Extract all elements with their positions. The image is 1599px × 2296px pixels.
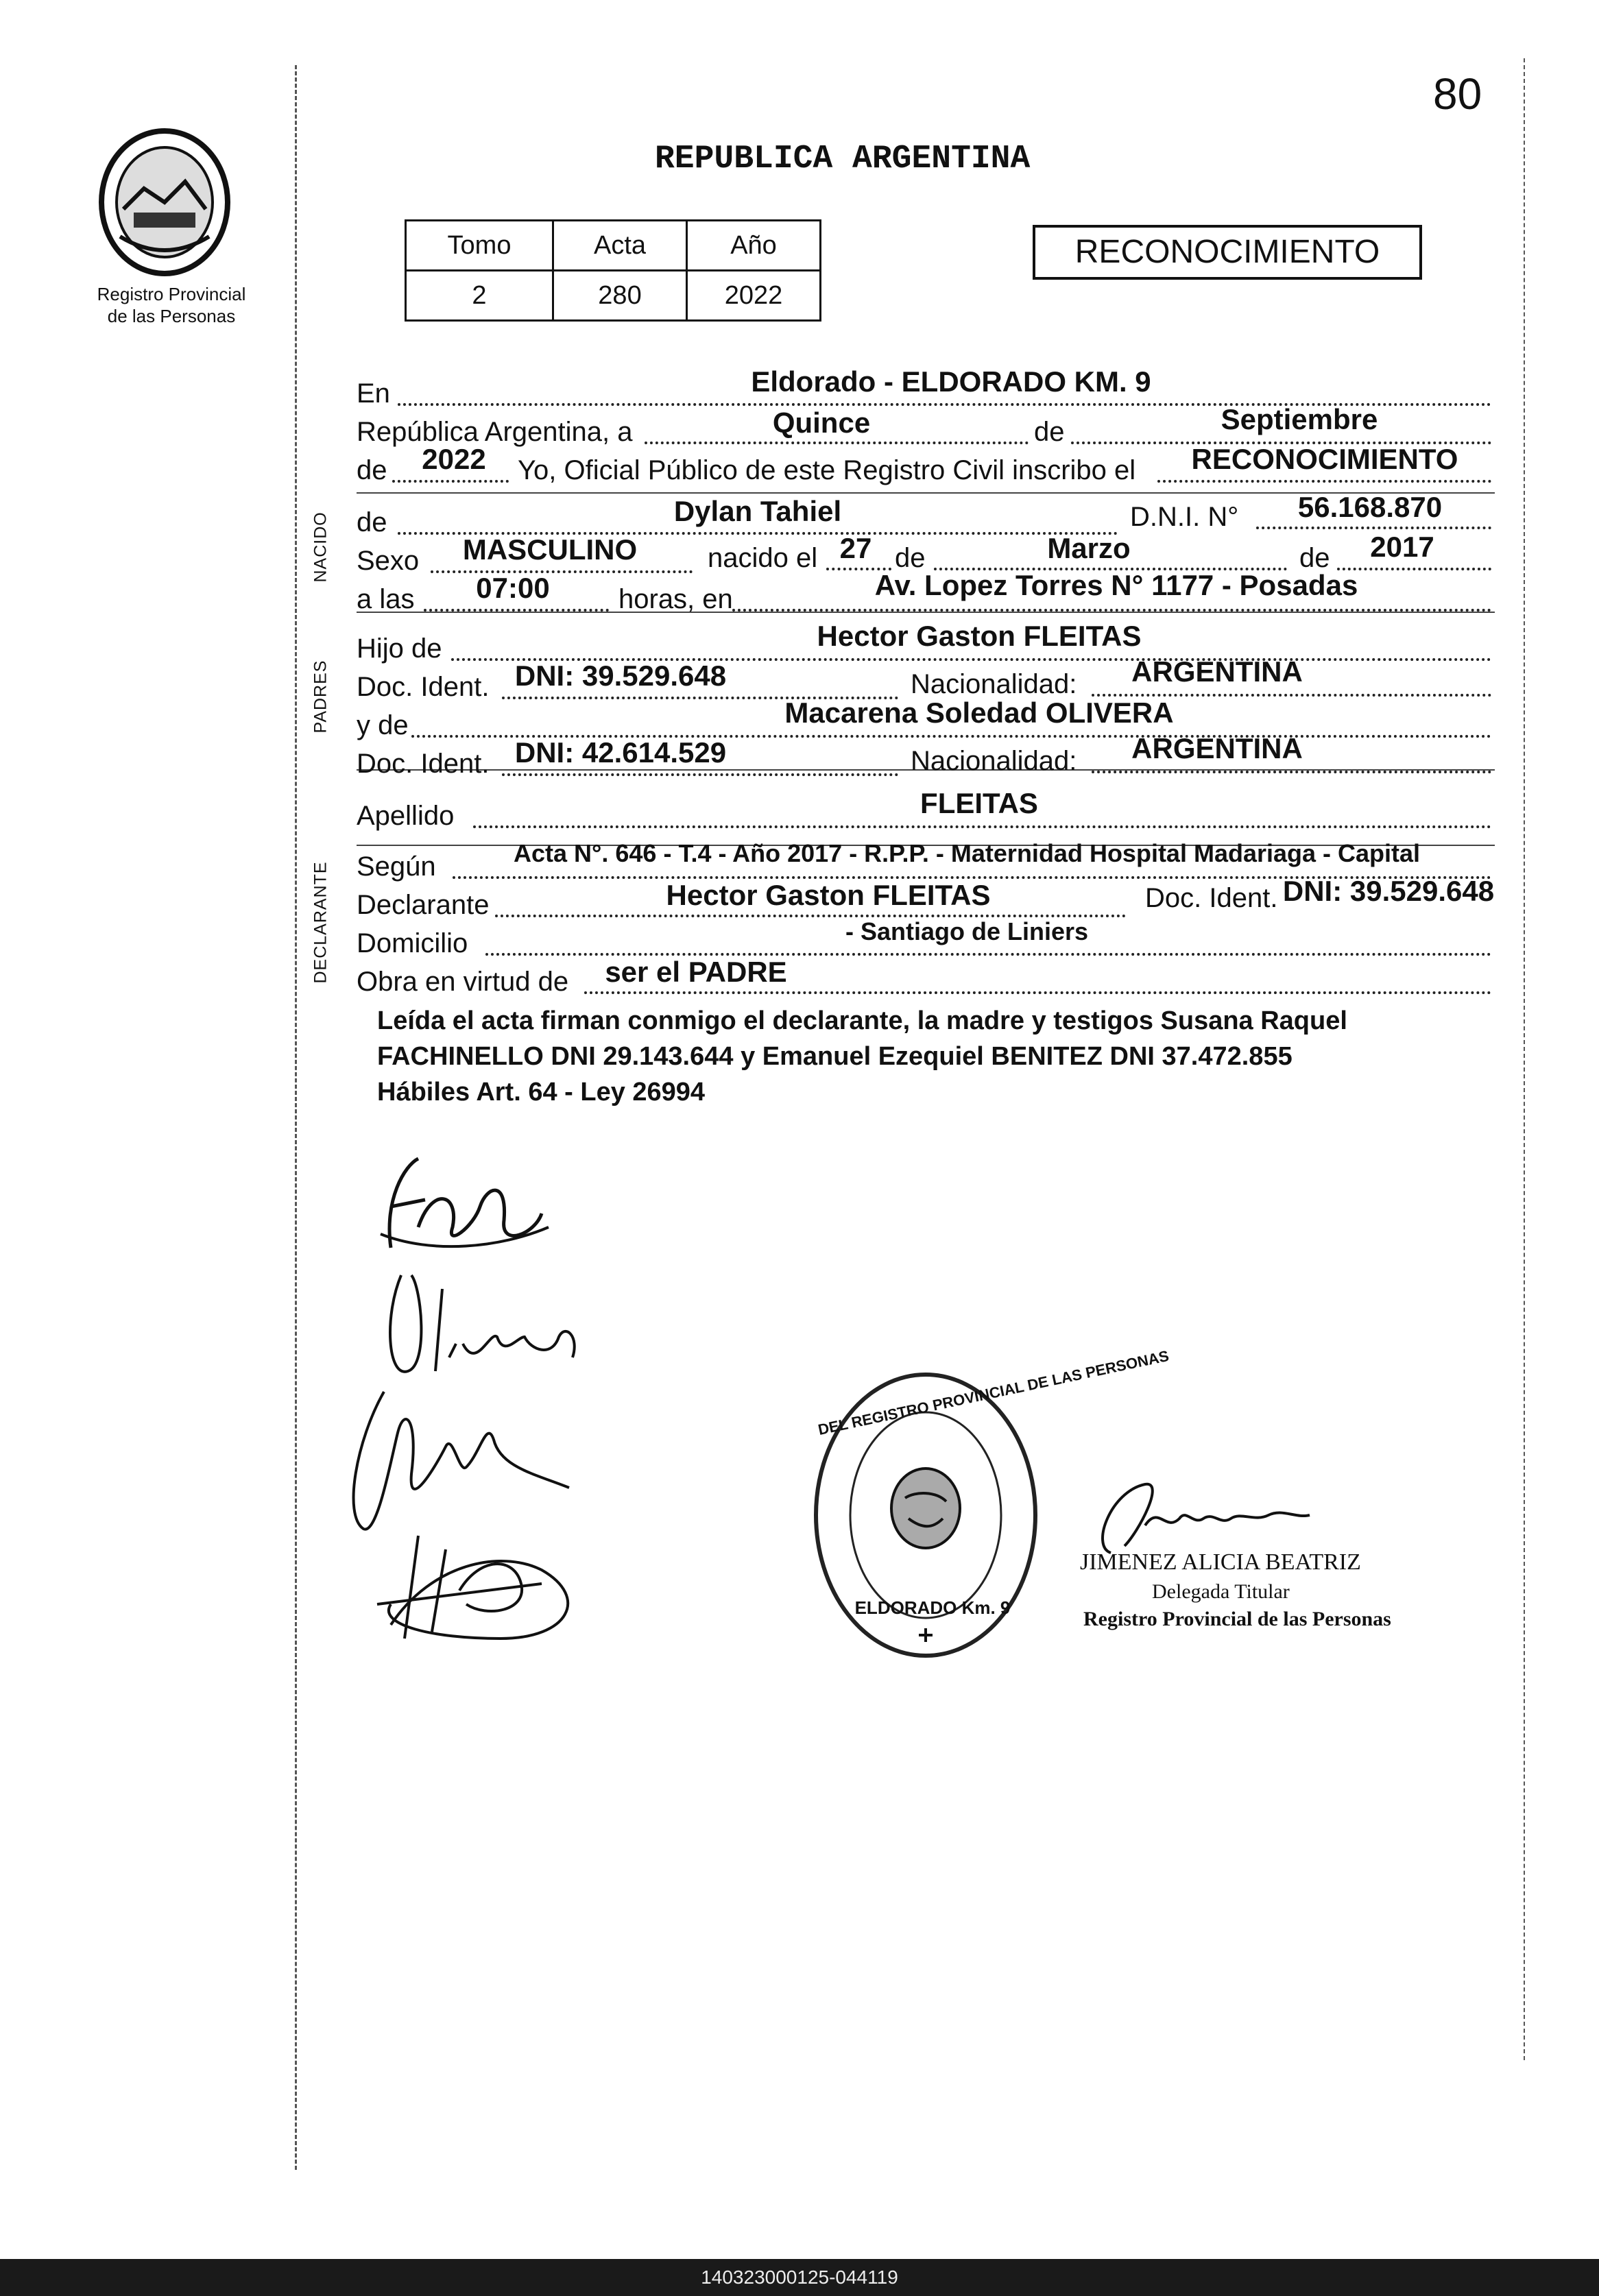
value-segun: Acta N°. 646 - T.4 - Año 2017 - R.P.P. - Maternidad Hospital Madariaga - Capital (513, 839, 1421, 867)
label-republica: República Argentina, a (357, 417, 633, 447)
label-dni: D.N.I. N° (1130, 502, 1239, 532)
logo-caption-line1: Registro Provincial (97, 284, 246, 304)
record-table (405, 219, 821, 322)
signature-declarante (377, 1145, 555, 1265)
value-madre-nac: ARGENTINA (1131, 732, 1303, 764)
official-office: Registro Provincial de las Personas (1083, 1608, 1391, 1630)
side-label-padres: PADRES (311, 660, 330, 734)
stamp-lower-text: ELDORADO Km. 9 (854, 1597, 1011, 1618)
value-apellido: FLEITAS (920, 787, 1038, 819)
value-declarante: Hector Gaston FLEITAS (666, 879, 991, 911)
header-tomo: Tomo (406, 221, 553, 271)
value-domicilio: - Santiago de Liniers (845, 917, 1089, 945)
label-nacionalidad-2: Nacionalidad: (911, 746, 1077, 776)
signature-madre (381, 1261, 586, 1388)
stamp-ring-text: DEL REGISTRO PROVINCIAL DE LAS PERSONAS (816, 1346, 1170, 1439)
label-obra: Obra en virtud de (357, 967, 569, 997)
side-label-declarante: DECLARANTE (311, 861, 330, 984)
label-de-ano: de (357, 455, 387, 485)
label-segun: Según (357, 851, 436, 882)
label-a-las: a las (357, 584, 415, 614)
value-dni: 56.168.870 (1297, 491, 1443, 523)
official-title: Delegada Titular (1152, 1580, 1290, 1603)
right-margin-line (1524, 58, 1525, 2060)
label-nacido-el: nacido el (708, 543, 818, 573)
label-de-nombre: de (357, 507, 387, 537)
logo-caption-line2: de las Personas (107, 306, 236, 326)
header-acta: Acta (553, 221, 687, 271)
footer-code-bar: 140323000125-044119 (0, 2259, 1599, 2296)
label-de-mes2: de (895, 543, 926, 573)
value-padre: Hector Gaston FLEITAS (817, 620, 1142, 652)
value-acta: 280 (553, 271, 687, 321)
side-label-nacido: NACIDO (311, 511, 330, 583)
value-declarante-doc: DNI: 39.529.648 (1282, 875, 1495, 907)
label-de-mes: de (1034, 417, 1065, 447)
value-obra: ser el PADRE (605, 956, 787, 988)
value-padre-nac: ARGENTINA (1131, 655, 1303, 688)
label-yo-oficial: Yo, Oficial Público de este Registro Civil inscribo el (518, 455, 1136, 485)
value-tipo: RECONOCIMIENTO (1191, 443, 1458, 475)
value-lugar: Eldorado - ELDORADO KM. 9 (751, 365, 1151, 398)
value-madre: Macarena Soledad OLIVERA (784, 697, 1174, 729)
value-madre-doc: DNI: 42.614.529 (514, 736, 727, 769)
closing-text-line1: Leída el acta firman conmigo el declarante, la madre y testigos Susana Raquel (377, 1006, 1347, 1035)
value-nac-ano: 2017 (1370, 531, 1434, 563)
header-ano: Año (687, 221, 821, 271)
value-ano: 2022 (687, 271, 821, 321)
value-ano: 2022 (422, 443, 486, 475)
value-nac-mes: Marzo (1047, 532, 1131, 564)
label-en: En (357, 378, 390, 409)
signature-testigo-2 (363, 1508, 597, 1649)
label-horas-en: horas, en (618, 584, 733, 614)
closing-text-line3: Hábiles Art. 64 - Ley 26994 (377, 1078, 706, 1107)
official-name: JIMENEZ ALICIA BEATRIZ (1080, 1549, 1361, 1575)
label-doc-ident-1: Doc. Ident. (357, 672, 490, 702)
value-nombre: Dylan Tahiel (673, 495, 842, 527)
record-type-box: RECONOCIMIENTO (1033, 225, 1422, 280)
value-tomo: 2 (406, 271, 553, 321)
page-number: 80 (1433, 69, 1482, 119)
label-y-de: y de (357, 710, 409, 740)
value-sexo: MASCULINO (462, 533, 638, 566)
label-sexo: Sexo (357, 546, 420, 576)
value-lugar-nac: Av. Lopez Torres N° 1177 - Posadas (874, 569, 1358, 601)
label-apellido: Apellido (357, 801, 455, 831)
label-domicilio: Domicilio (357, 928, 468, 958)
value-dia: Quince (772, 407, 871, 439)
left-margin-line (295, 65, 297, 2170)
label-hijo-de: Hijo de (357, 633, 442, 664)
document-title: REPUBLICA ARGENTINA (655, 141, 1031, 178)
value-nac-dia: 27 (839, 532, 872, 564)
label-nacionalidad-1: Nacionalidad: (911, 669, 1077, 699)
value-padre-doc: DNI: 39.529.648 (514, 660, 727, 692)
separator-2 (357, 612, 1495, 613)
value-mes: Septiembre (1221, 403, 1378, 435)
value-hora: 07:00 (476, 572, 550, 604)
label-de-ano2: de (1299, 543, 1330, 573)
province-seal-logo (96, 127, 233, 278)
closing-text-line2: FACHINELLO DNI 29.143.644 y Emanuel Ezequiel BENITEZ DNI 37.472.855 (377, 1042, 1293, 1071)
label-doc-ident-3: Doc. Ident. (1145, 883, 1278, 913)
label-declarante: Declarante (357, 890, 490, 920)
label-doc-ident-2: Doc. Ident. (357, 749, 490, 779)
